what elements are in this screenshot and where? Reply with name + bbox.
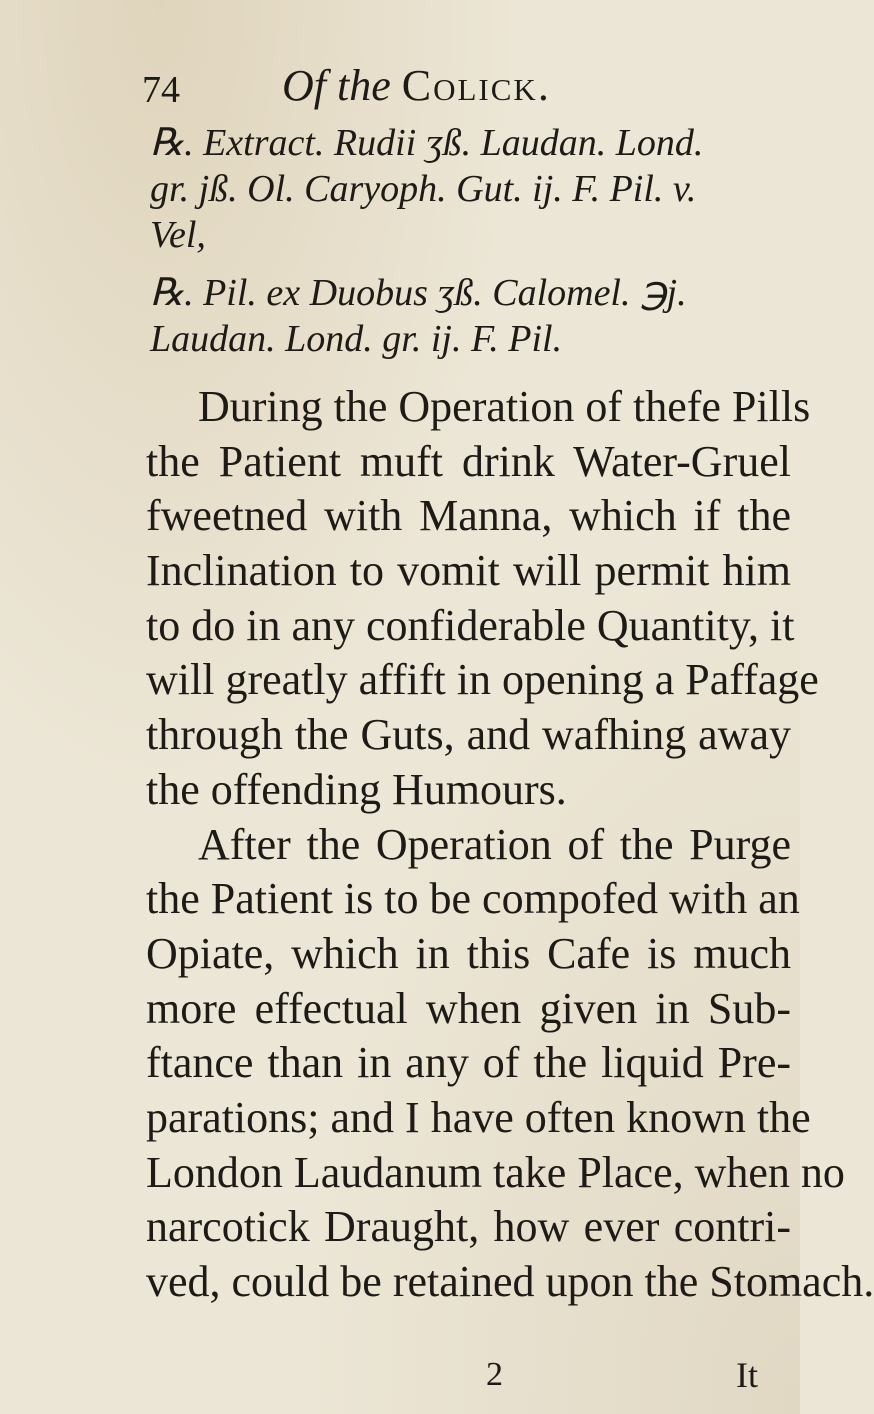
paragraph-line: London Laudanum take Place, when no [146,1147,845,1197]
recipe-line: gr. jß. Ol. Caryoph. Gut. ij. F. Pil. v. [150,168,697,210]
page-header [0,48,800,111]
paragraph-line: Inclination to vomit will permit him [146,546,791,596]
paragraph-line: During the Operation of thefe Pills [198,382,811,431]
running-title-of: Of the [282,61,391,110]
paragraph-line: fweetned with Manna, which if the [146,491,791,541]
recipe-line: ℞. Pil. ex Duobus ʒß. Calomel. ℈j. [150,272,687,314]
paragraph-line: to do in any confiderable Quantity, it [146,600,795,650]
paragraph-line: ved, could be retained upon the Stomach. [146,1257,874,1306]
signature-mark: 2 [486,1356,503,1393]
running-title [282,60,551,111]
running-title-colick: Colick. [401,61,551,110]
paragraph-line: ftance than in any of the liquid Pre- [146,1038,791,1088]
paragraph-line: narcotick Draught, how ever contri- [146,1202,791,1252]
paragraph-line: the offending Humours. [146,764,567,814]
recipe-line: Vel, [150,214,206,256]
recipe-line: ℞. Extract. Rudii ʒß. Laudan. Lond. [150,122,704,164]
body-text [146,380,874,1310]
recipe-first [150,120,790,258]
paragraph-line: After the Operation of the Purge [198,819,791,869]
paragraph-line: through the Guts, and wafhing away [146,710,791,760]
page-number: 74 [142,69,180,111]
paragraph-line: will greatly affift in opening a Paffage [146,655,819,705]
paragraph-line: parations; and I have often known the [146,1092,811,1142]
paragraph-line: the Patient is to be compofed with an [146,874,800,924]
recipe-line: Laudan. Lond. gr. ij. F. Pil. [150,318,563,360]
catchword: It [736,1355,758,1395]
paragraph-line: the Patient muft drink Water-Gruel [146,436,791,486]
paragraph-line: Opiate, which in this Cafe is much [146,928,791,978]
paragraph-line: more effectual when given in Sub- [146,983,791,1033]
recipe-second [150,270,790,362]
